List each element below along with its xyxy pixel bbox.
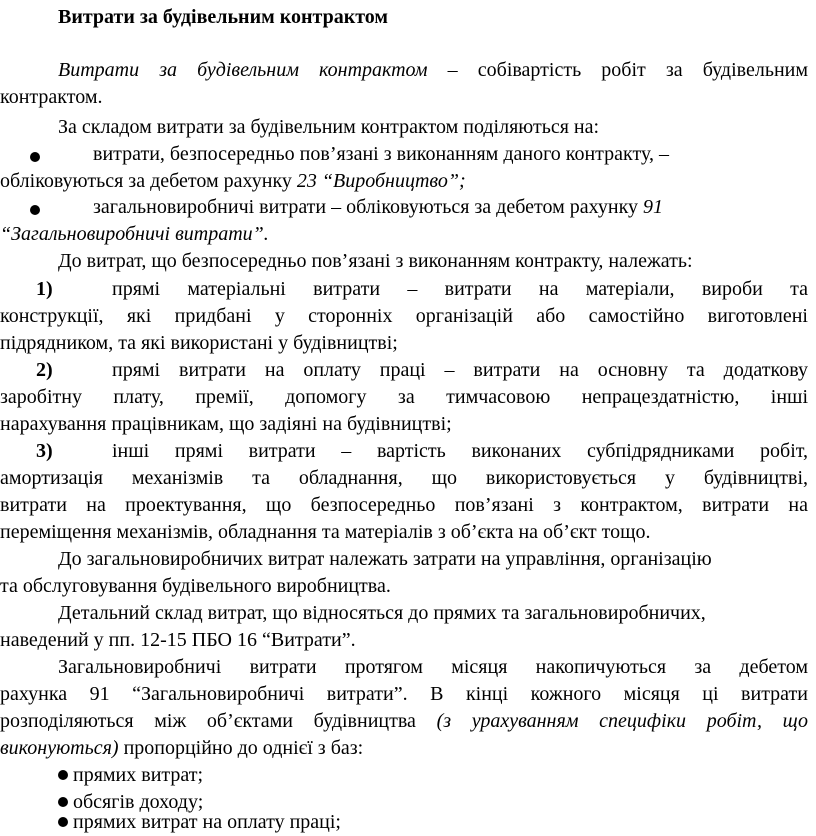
bullet-1-line-2 (0, 168, 466, 195)
item-2-line-2: заробітну плату, премії, допомогу за тимчасовою непрацездатністю, інші (0, 386, 808, 408)
monthly-note-end: виконуються) (0, 737, 119, 759)
item-3-number: 3) (36, 440, 53, 462)
base-item-1 (58, 762, 203, 789)
bullet-dot-icon (30, 205, 40, 215)
definition-line-2: контрактом. (0, 86, 103, 108)
monthly-text: розподіляються між об’єктами будівництва (0, 710, 437, 732)
bullet-1-account: 23 “Виробництво”; (296, 170, 466, 192)
bullet-1-text: обліковуються за дебетом рахунку (0, 170, 297, 192)
item-1-line-3: підрядником, та які використані у будівництві; (0, 332, 398, 354)
intro-text: За складом витрати за будівельним контрактом поділяються на: (58, 116, 600, 138)
monthly-note: (з урахуванням специфіки робіт, що (436, 710, 809, 732)
monthly-line-1: Загальновиробничі витрати протягом місяця накопичуються за дебетом (58, 656, 808, 678)
definition-text: – собівартість робіт за будівельним (447, 59, 809, 81)
item-3-line-4: переміщення механізмів, обладнання та матеріалів з об’єкта на об’єкт тощо. (0, 521, 651, 543)
bullet-dot-icon (58, 797, 68, 807)
monthly-line-4 (0, 735, 363, 762)
bullet-2-text: загальновиробничі витрати – обліковуються за дебетом рахунку (93, 196, 644, 218)
doc-title: Витрати за будівельним контрактом (58, 6, 389, 28)
item-3-line-1: інші прямі витрати – вартість виконаних субпідрядниками робіт, (112, 440, 808, 462)
item-3-line-2: амортизація механізмів та обладнання, що використовується у будівництві, (0, 467, 808, 489)
bullet-dot-icon (58, 770, 68, 780)
base-item-3 (58, 809, 341, 836)
bullet-2-line-2: “Загальновиробничі витрати”. (0, 223, 269, 245)
bullet-dot-icon (30, 152, 40, 162)
item-1-number: 1) (36, 278, 53, 300)
bullet-2-account: 91 (643, 196, 664, 218)
base-label: прямих витрат на оплату праці; (73, 811, 341, 833)
definition-term: Витрати за будівельним контрактом (58, 59, 428, 81)
detail-line-1: Детальний склад витрат, що відносяться до прямих та загальновиробничих, (58, 602, 706, 624)
detail-line-2: наведений у пп. 12-15 ПБО 16 “Витрати”. (0, 629, 356, 651)
item-1-line-1: прямі матеріальні витрати – витрати на матеріали, вироби та (112, 278, 808, 300)
monthly-line-2: рахунка 91 “Загальновиробничі витрати”. В кінці кожного місяця ці витрати (0, 683, 808, 705)
overhead-line-1: До загальновиробничих витрат належать затрати на управління, організацію (58, 548, 712, 570)
base-label: прямих витрат; (73, 764, 204, 786)
base-label: обсягів доходу; (73, 791, 204, 813)
monthly-text-end: пропорційно до однієї з баз: (118, 737, 364, 759)
item-1-line-2: конструкції, які придбані у сторонніх організацій або самостійно виготовлені (0, 305, 808, 327)
bullet-2-line-1 (93, 194, 663, 221)
bullet-dot-icon (58, 817, 68, 827)
bullet-1-line-1: витрати, безпосередньо пов’язані з виконанням даного контракту, – (93, 143, 669, 165)
item-2-number: 2) (36, 359, 53, 381)
bullet-1 (30, 144, 40, 171)
overhead-line-2: та обслуговування будівельного виробництва. (0, 575, 391, 597)
definition-line-1 (58, 57, 808, 84)
direct-intro: До витрат, що безпосередньо пов’язані з виконанням контракту, належать: (58, 250, 693, 272)
monthly-line-3 (0, 708, 808, 735)
item-2-line-1: прямі витрати на оплату праці – витрати на основну та додаткову (112, 359, 808, 381)
item-2-line-3: нарахування працівникам, що задіяні на будівництві; (0, 413, 452, 435)
item-3-line-3: витрати на проектування, що безпосередньо пов’язані з контрактом, витрати на (0, 494, 808, 516)
bullet-2 (30, 197, 40, 224)
